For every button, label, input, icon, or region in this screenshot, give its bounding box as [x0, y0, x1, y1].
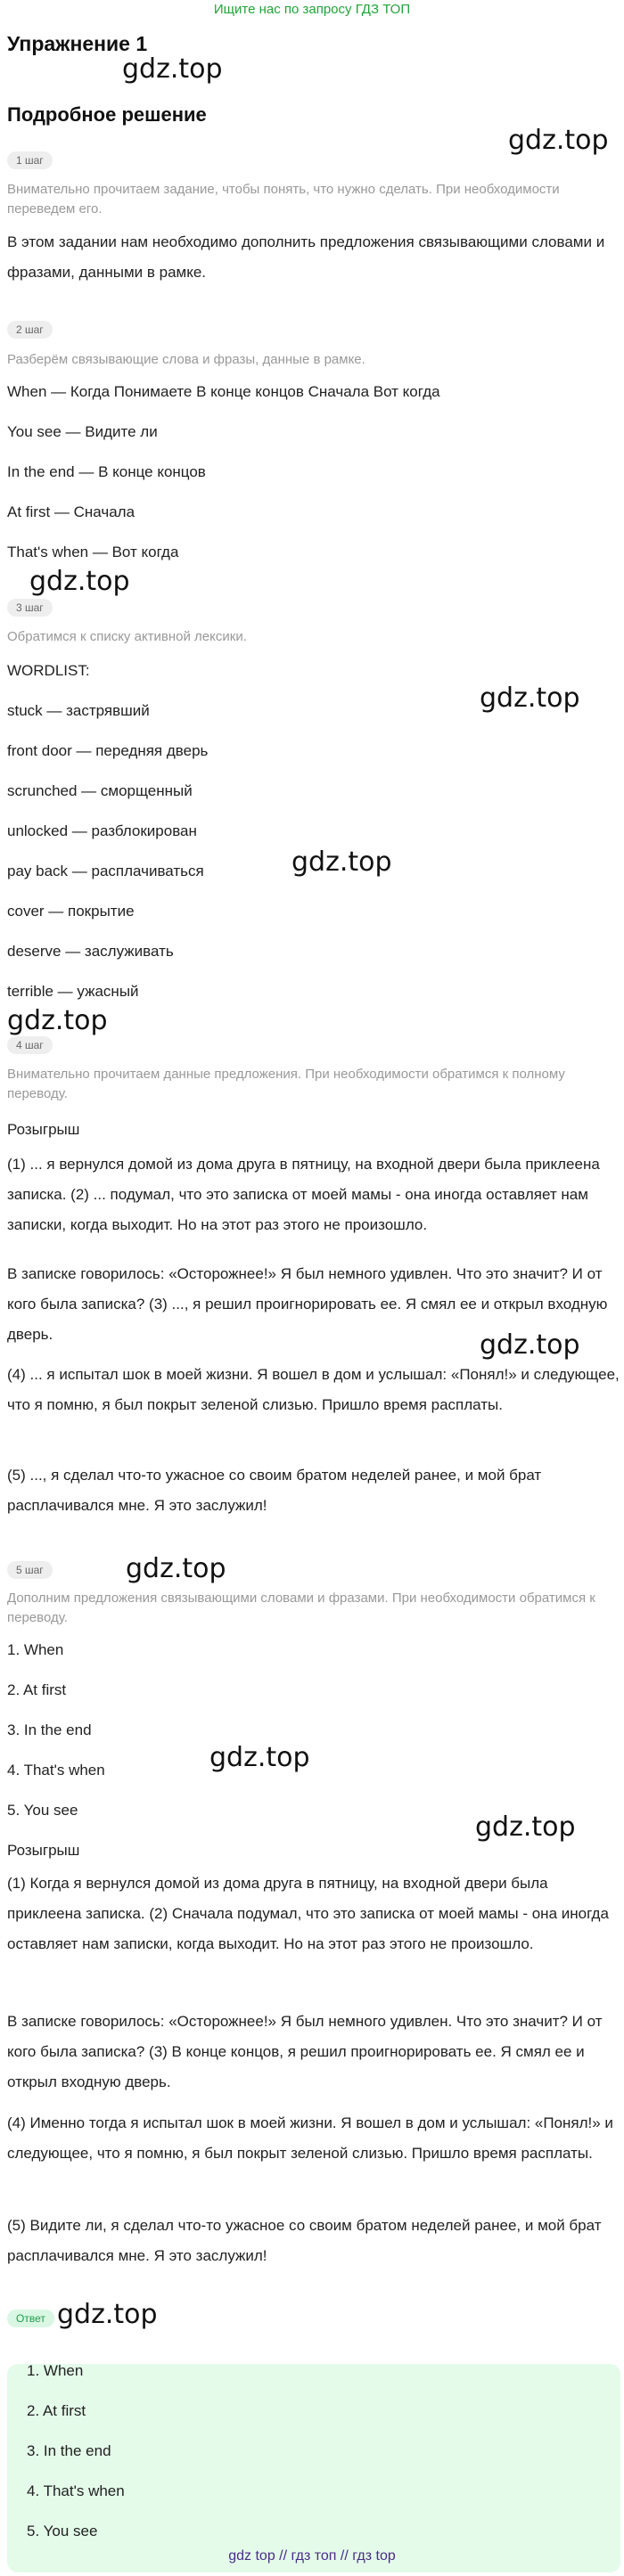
footer-separator: //	[340, 2548, 349, 2564]
step-2-note: Разберём связывающие слова и фразы, данные в рамке.	[7, 352, 365, 367]
wordlist-heading: WORDLIST:	[7, 662, 90, 679]
step-5-answer: 1. When	[7, 1641, 64, 1658]
wordlist-item: deserve — заслуживать	[7, 943, 174, 960]
wordlist-item: scrunched — сморщенный	[7, 782, 193, 799]
step-2-line: At first — Сначала	[7, 503, 135, 520]
step-2-badge: 2 шаг	[7, 321, 53, 339]
watermark: gdz.top	[57, 2299, 158, 2330]
watermark: gdz.top	[7, 1005, 108, 1036]
step-4-note: Внимательно прочитаем данные предложения. При необходимости обратимся к полному переводу.	[7, 1067, 565, 1101]
footer-link-gdz-top[interactable]: gdz top	[228, 2548, 275, 2564]
footer-link-gdz-top-ru[interactable]: гдз топ	[291, 2548, 337, 2564]
step-4-badge: 4 шаг	[7, 1036, 53, 1054]
watermark: gdz.top	[291, 846, 392, 878]
footer-separator: //	[279, 2548, 288, 2564]
story-paragraph: (5) ..., я сделал что-то ужасное со своим братом неделей ранее, и мой брат расплачивался мне. Я это заслужил!	[7, 1467, 542, 1514]
exercise-title: Упражнение 1	[7, 32, 148, 55]
story-title: Розыгрыш	[7, 1121, 80, 1138]
solution-title: Подробное решение	[7, 103, 207, 126]
story-paragraph: (4) Именно тогда я испытал шок в моей жизни. Я вошел в дом и услышал: «Понял!» и следующее, что я помню, я был покрыт зеленой слизью. Пришло время расплаты.	[7, 2114, 613, 2162]
wordlist-item: stuck — застрявший	[7, 702, 150, 719]
watermark: gdz.top	[508, 125, 609, 156]
answer-line: 5. You see	[27, 2523, 98, 2539]
step-5-note: Дополним предложения связывающими словами и фразами. При необходимости обратимся к переводу.	[7, 1591, 595, 1625]
step-5-answer: 4. That's when	[7, 1762, 105, 1779]
step-5-answer: 5. You see	[7, 1802, 78, 1819]
wordlist-item: cover — покрытие	[7, 903, 135, 920]
step-5-answer: 3. In the end	[7, 1721, 92, 1738]
watermark: gdz.top	[29, 566, 130, 597]
top-banner[interactable]: Ищите нас по запросу ГДЗ ТОП	[213, 2, 411, 17]
story-paragraph: (4) ... я испытал шок в моей жизни. Я вошел в дом и услышал: «Понял!» и следующее, что я помню, я был покрыт зеленой слизью. Пришло время расплаты.	[7, 1366, 620, 1413]
answer-line: 3. In the end	[27, 2442, 111, 2459]
step-2-line: In the end — В конце концов	[7, 463, 206, 480]
watermark: gdz.top	[480, 683, 580, 714]
story-paragraph: В записке говорилось: «Осторожнее!» Я был немного удивлен. Что это значит? И от кого была записка? (3) ..., я решил проигнорировать ее. Я смял ее и открыл входную дверь.	[7, 1265, 608, 1343]
step-3-badge: 3 шаг	[7, 599, 53, 617]
answer-line: 2. At first	[27, 2402, 86, 2419]
watermark: gdz.top	[480, 1329, 580, 1361]
wordlist-item: front door — передняя дверь	[7, 742, 209, 759]
watermark: gdz.top	[126, 1553, 226, 1584]
story-title: Розыгрыш	[7, 1842, 80, 1859]
step-2-line: You see — Видите ли	[7, 423, 158, 440]
step-1-text: В этом задании нам необходимо дополнить предложения связывающими словами и фразами, данными в рамке.	[7, 233, 605, 281]
step-5-badge: 5 шаг	[7, 1561, 53, 1579]
step-2-line: When — Когда Понимаете В конце концов Сначала Вот когда	[7, 383, 440, 400]
wordlist-item: pay back — расплачиваться	[7, 863, 204, 879]
answer-badge: Ответ	[7, 2310, 54, 2327]
story-paragraph: (1) Когда я вернулся домой из дома друга в пятницу, на входной двери была приклеена записка. (2) Сначала подумал, что это записка от моей мамы - она иногда оставляет нам записки, когда выходит. Но на этот раз этого не произошло.	[7, 1875, 609, 1952]
watermark: gdz.top	[209, 1742, 310, 1773]
answer-line: 1. When	[27, 2362, 84, 2379]
step-1-badge: 1 шаг	[7, 151, 53, 169]
story-paragraph: (1) ... я вернулся домой из дома друга в пятницу, на входной двери была приклеена записка. (2) ... подумал, что это записка от моей мамы - она иногда оставляет нам записки, когда выходит. Но на этот раз этого не произошло.	[7, 1156, 600, 1233]
wordlist-item: unlocked — разблокирован	[7, 822, 197, 839]
step-3-note: Обратимся к списку активной лексики.	[7, 629, 247, 644]
watermark: gdz.top	[475, 1811, 576, 1843]
answer-line: 4. That's when	[27, 2482, 125, 2499]
step-5-answer: 2. At first	[7, 1681, 67, 1698]
answer-box	[7, 2364, 620, 2572]
footer-links	[0, 2548, 624, 2564]
step-1-note: Внимательно прочитаем задание, чтобы понять, что нужно сделать. При необходимости переведем его.	[7, 182, 560, 217]
watermark: gdz.top	[122, 53, 223, 85]
story-paragraph: (5) Видите ли, я сделал что-то ужасное со своим братом неделей ранее, и мой брат расплачивался мне. Я это заслужил!	[7, 2217, 602, 2264]
wordlist-item: terrible — ужасный	[7, 983, 139, 1000]
story-paragraph: В записке говорилось: «Осторожнее!» Я был немного удивлен. Что это значит? И от кого была записка? (3) В конце концов, я решил проигнорировать ее. Я смял ее и открыл входную дверь.	[7, 2013, 603, 2090]
step-2-line: That's when — Вот когда	[7, 544, 179, 560]
footer-link-gdz-top-mixed[interactable]: гдз top	[352, 2548, 396, 2564]
